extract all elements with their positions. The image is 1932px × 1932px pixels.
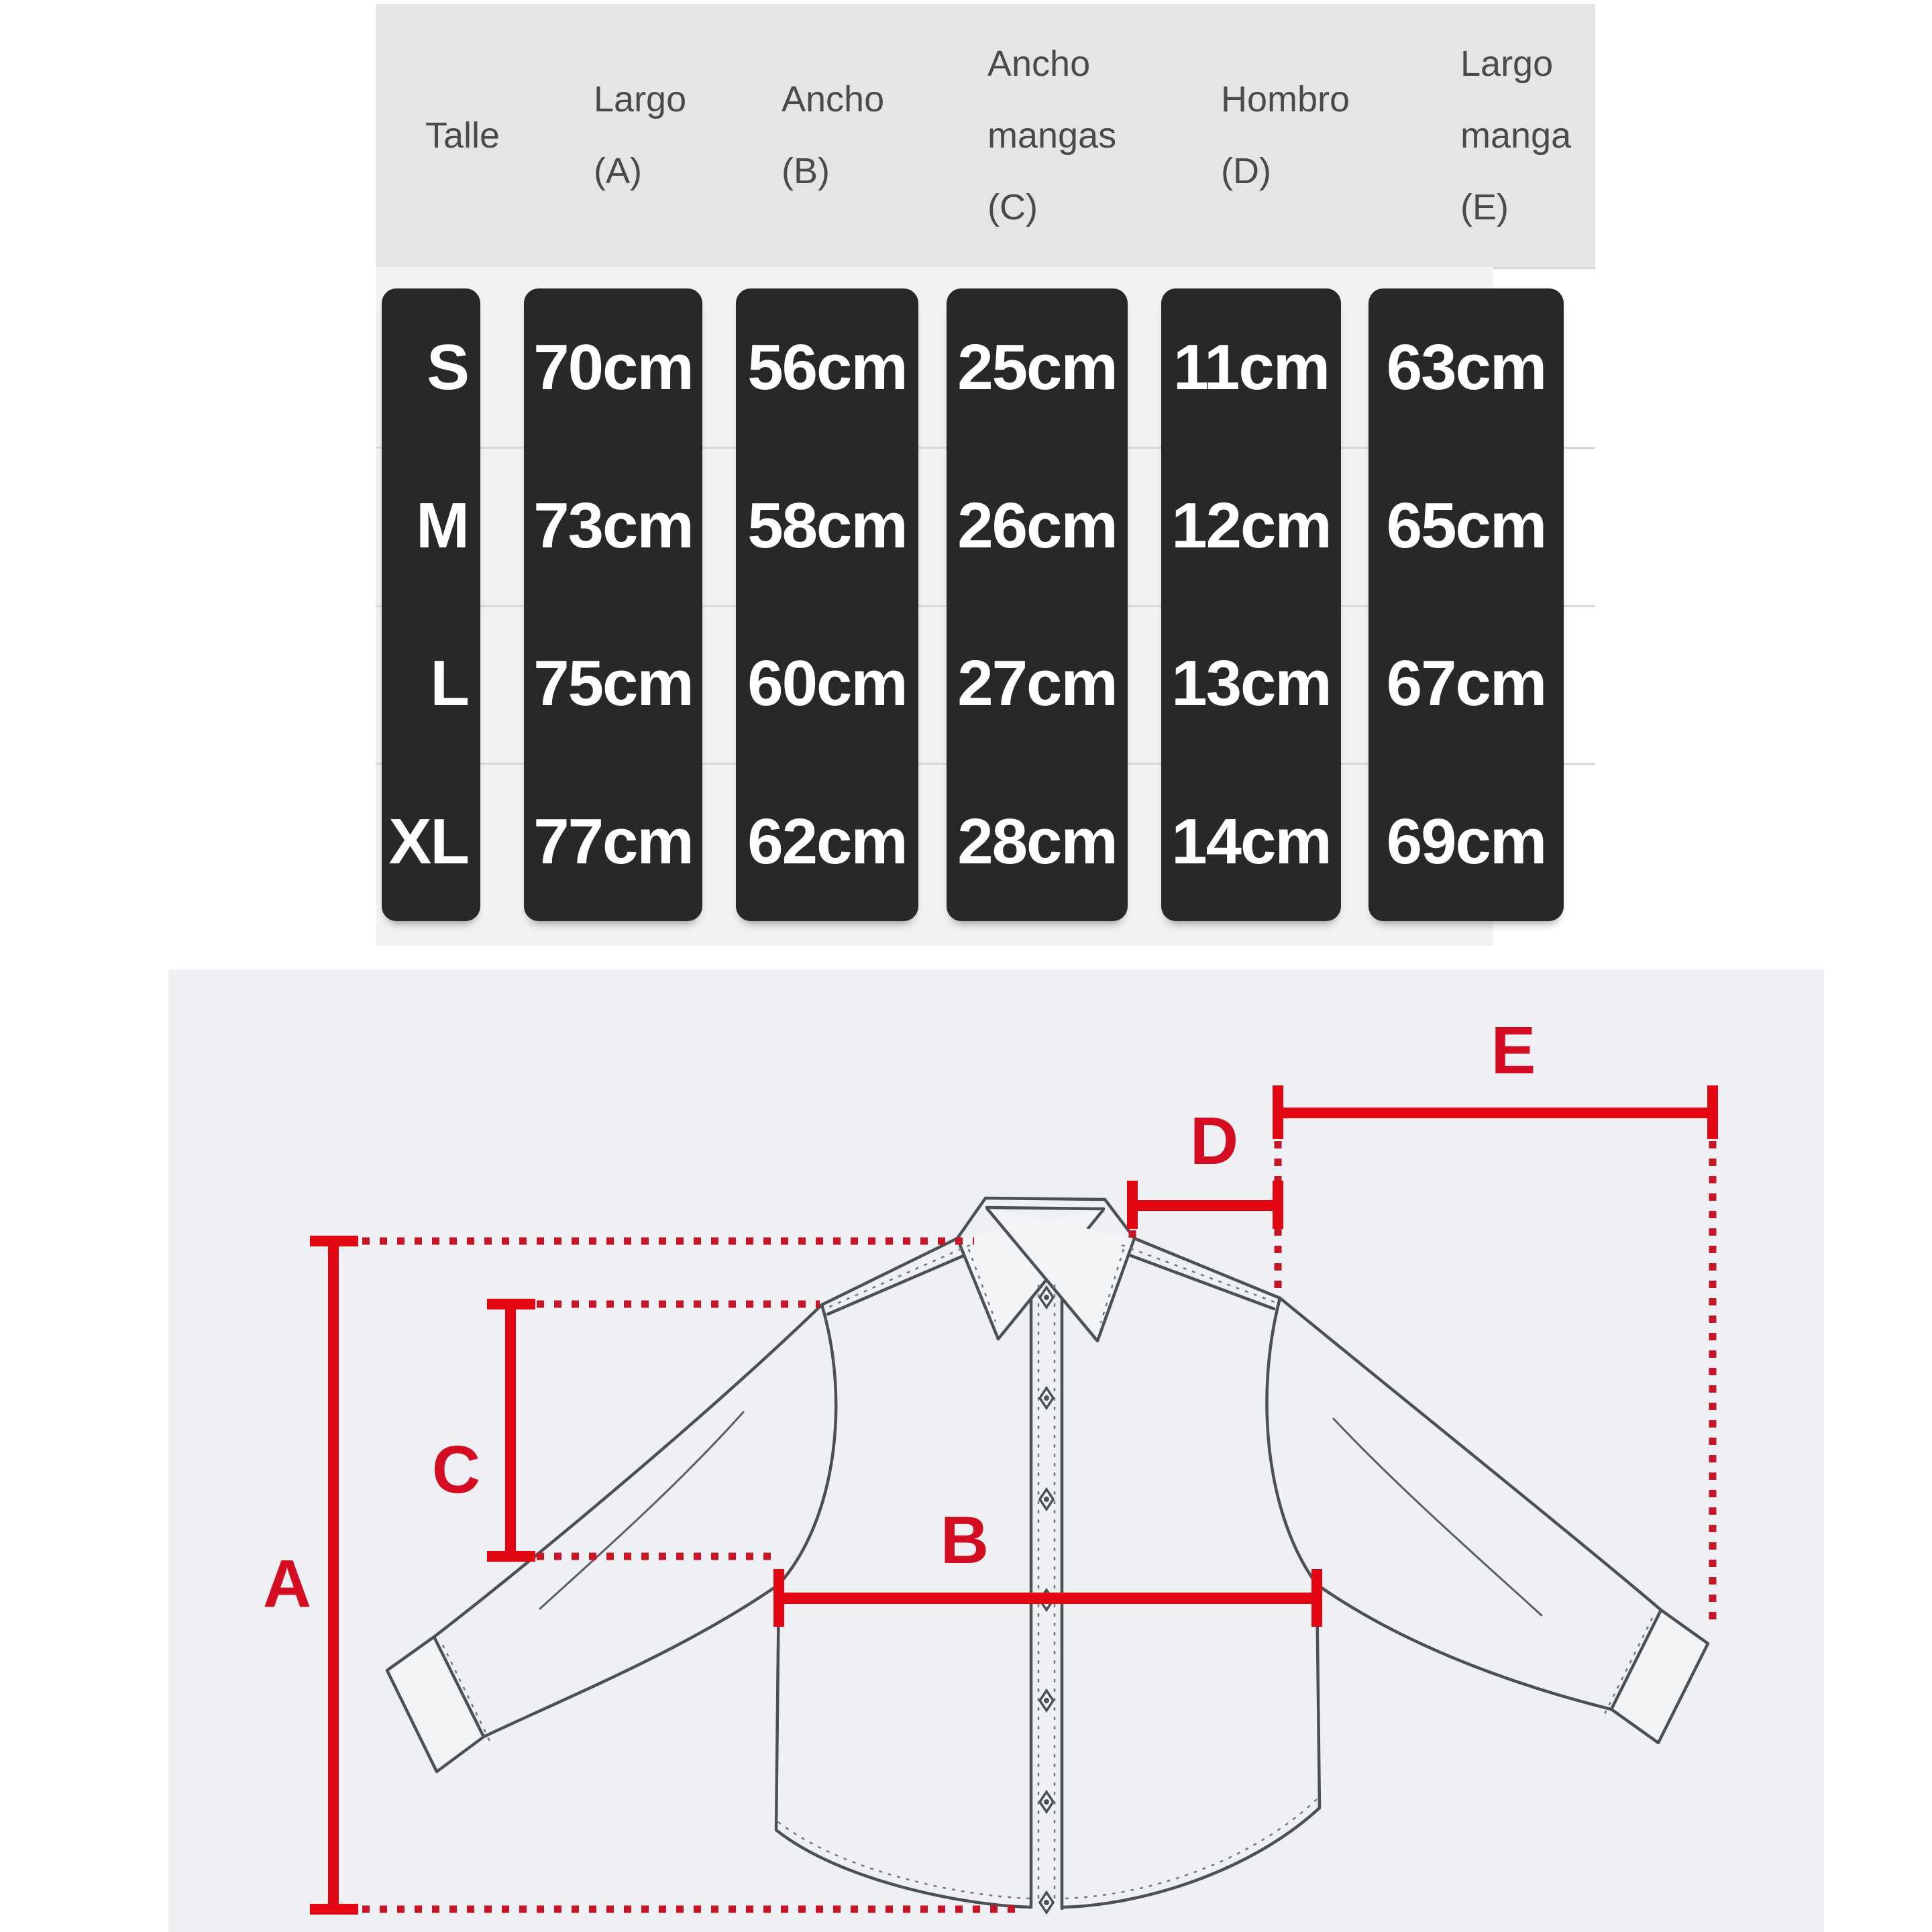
header-line: (E) bbox=[1460, 186, 1509, 227]
measure-line-e bbox=[1273, 1085, 1718, 1139]
measurement-value: 13cm bbox=[1171, 647, 1331, 720]
measurement-value: 62cm bbox=[747, 806, 907, 878]
measurement-value: 65cm bbox=[1386, 489, 1546, 561]
column-header-hombro-d bbox=[1221, 4, 1350, 267]
column-values-hombro-d bbox=[1161, 288, 1341, 921]
column-values-largo-a bbox=[524, 288, 702, 921]
measurement-value: 28cm bbox=[957, 806, 1117, 878]
column-values-ancho-b bbox=[736, 288, 918, 921]
measurement-value: 73cm bbox=[533, 489, 693, 561]
measure-line-c bbox=[487, 1299, 535, 1562]
measurement-value: 25cm bbox=[957, 331, 1117, 403]
shirt-measurement-illustration bbox=[168, 969, 1824, 1932]
measurement-diagram bbox=[168, 969, 1824, 1932]
label-c: C bbox=[431, 1432, 481, 1507]
column-header-largo-a bbox=[594, 4, 686, 267]
size-label: XL bbox=[388, 806, 468, 878]
measurement-value: 60cm bbox=[747, 647, 907, 720]
measurement-value: 11cm bbox=[1173, 331, 1330, 403]
header-line: (B) bbox=[782, 151, 830, 191]
measurement-value: 63cm bbox=[1386, 331, 1546, 403]
header-line: Largo bbox=[594, 79, 687, 119]
measurement-value: 27cm bbox=[957, 647, 1117, 720]
header-line: (D) bbox=[1221, 151, 1271, 191]
header-line: (A) bbox=[594, 151, 642, 191]
header-line: Ancho bbox=[987, 43, 1091, 84]
column-values-ancho-mangas-c bbox=[947, 288, 1128, 921]
measurement-value: 12cm bbox=[1171, 489, 1331, 561]
size-label: L bbox=[430, 647, 468, 720]
column-values-talle bbox=[382, 288, 480, 921]
column-header-talle bbox=[425, 4, 500, 267]
label-e: E bbox=[1491, 1013, 1536, 1088]
size-label: S bbox=[426, 331, 468, 403]
size-label: M bbox=[416, 489, 468, 561]
column-header-ancho-mangas-c bbox=[987, 4, 1116, 267]
column-values-largo-manga-e bbox=[1368, 288, 1564, 921]
header-line: Largo bbox=[1460, 43, 1554, 84]
header-line: (C) bbox=[987, 186, 1038, 227]
measure-line-b bbox=[773, 1569, 1322, 1627]
label-d: D bbox=[1189, 1104, 1239, 1179]
label-a: A bbox=[262, 1546, 312, 1621]
measurement-value: 26cm bbox=[957, 489, 1117, 561]
size-table-header bbox=[376, 4, 1595, 269]
measure-line-a bbox=[310, 1236, 358, 1915]
header-line: Ancho bbox=[782, 79, 885, 119]
measurement-value: 14cm bbox=[1171, 806, 1331, 878]
header-line: Talle bbox=[425, 115, 500, 156]
label-b: B bbox=[940, 1503, 989, 1578]
measurement-value: 75cm bbox=[533, 647, 693, 720]
header-line: mangas bbox=[987, 115, 1117, 156]
measure-line-d bbox=[1127, 1181, 1283, 1229]
header-line: Hombro bbox=[1221, 79, 1350, 119]
header-line: manga bbox=[1460, 115, 1572, 156]
measurement-value: 69cm bbox=[1386, 806, 1546, 878]
column-header-largo-manga-e bbox=[1460, 4, 1571, 267]
column-header-ancho-b bbox=[782, 4, 884, 267]
measurement-value: 70cm bbox=[533, 331, 693, 403]
measurement-value: 77cm bbox=[533, 806, 693, 878]
measurement-value: 58cm bbox=[747, 489, 907, 561]
measurement-value: 56cm bbox=[747, 331, 907, 403]
measurement-value: 67cm bbox=[1386, 647, 1546, 720]
